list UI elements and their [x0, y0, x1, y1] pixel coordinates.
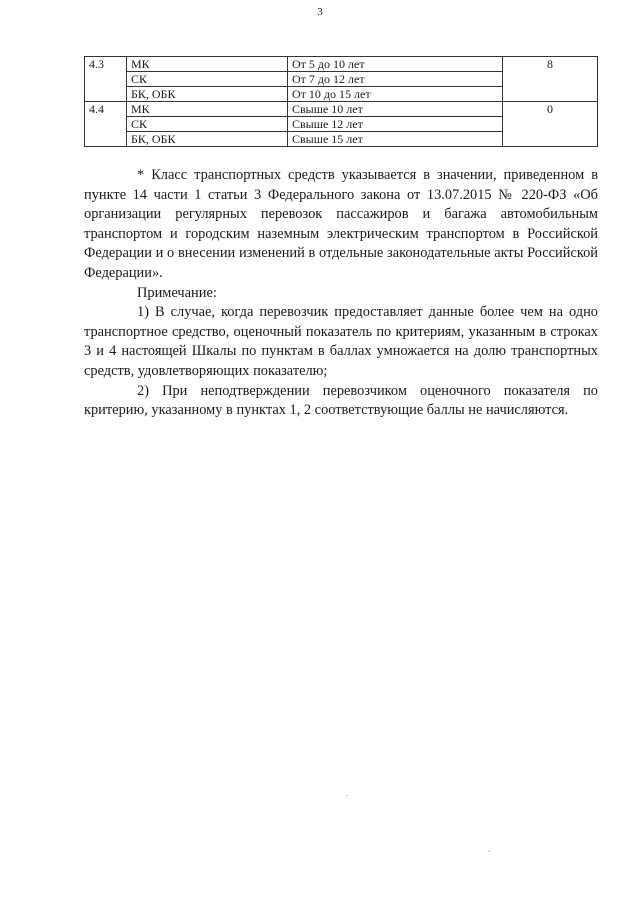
footnote: * Класс транспортных средств указывается в значении, приведенном в пункте 14 части 1 статьи 3 Федерального закона от 13.07.2015 № 220-ФЗ «Об организации регулярных перевозок пассажиров и багажа автомобильным транспортом и городским наземным электрическим транспортом в Российской Федерации и о внесении изменений в отдельные законодательные акты Российской Федерации».: [84, 167, 598, 281]
score-value: 0: [503, 102, 598, 147]
criterion-number: 4.4: [85, 102, 127, 147]
vehicle-age: От 5 до 10 лет: [288, 57, 503, 72]
vehicle-age: Свыше 12 лет: [288, 117, 503, 132]
vehicle-age: Свыше 15 лет: [288, 132, 503, 147]
notes-title: Примечание:: [137, 284, 217, 301]
vehicle-age: Свыше 10 лет: [288, 102, 503, 117]
vehicle-class: БК, ОБК: [127, 87, 288, 102]
score-table: [84, 56, 598, 147]
score-value: 8: [503, 57, 598, 102]
body-text: [84, 166, 598, 421]
vehicle-class: БК, ОБК: [127, 132, 288, 147]
page-number: 3: [317, 6, 323, 18]
vehicle-class: МК: [127, 57, 288, 72]
table-row: [85, 102, 598, 117]
vehicle-age: От 10 до 15 лет: [288, 87, 503, 102]
vehicle-class: СК: [127, 72, 288, 87]
table-row: [85, 57, 598, 72]
note-item: 1) В случае, когда перевозчик предоставляет данные более чем на одно транспортное средство, оценочный показатель по критериям, указанным в строках 3 и 4 настоящей Шкалы по пунктам в баллах умножается на долю транспортных средств, удовлетворяющих показателю;: [84, 304, 598, 379]
vehicle-class: СК: [127, 117, 288, 132]
note-item: 2) При неподтверждении перевозчиком оценочного показателя по критерию, указанному в пунктах 1, 2 соответствующие баллы не начисляются.: [84, 382, 598, 419]
vehicle-age: От 7 до 12 лет: [288, 72, 503, 87]
scan-speck: [346, 795, 348, 796]
vehicle-class: МК: [127, 102, 288, 117]
criterion-number: 4.3: [85, 57, 127, 102]
scan-speck: [488, 851, 490, 852]
